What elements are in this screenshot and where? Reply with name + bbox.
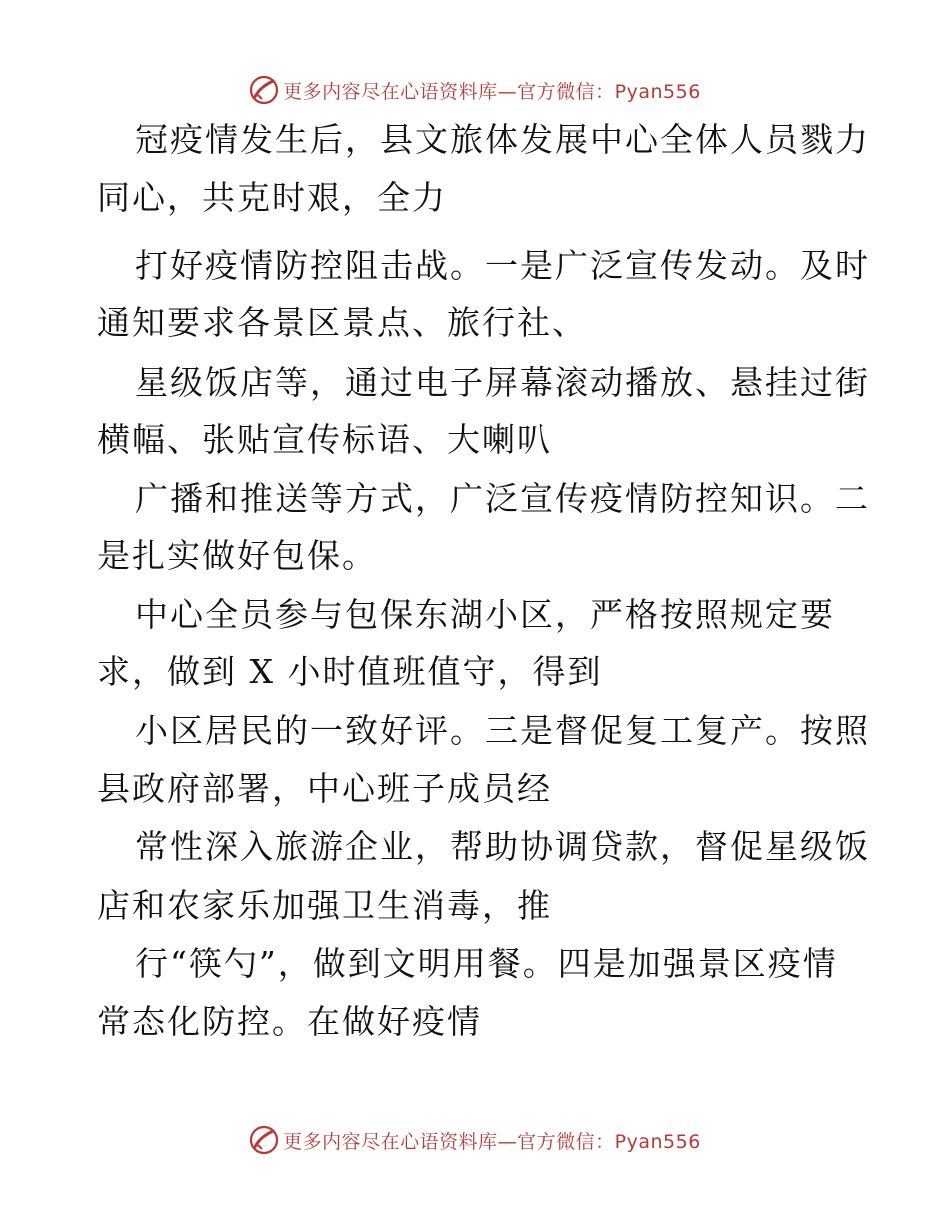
footer-banner-text: 更多内容尽在心语资料库—官方微信：Pyan556: [283, 1130, 701, 1153]
text-line: 广播和推送等方式，广泛宣传疫情防控知识。二: [135, 479, 870, 518]
text-line: 是扎实做好包保。: [97, 536, 377, 575]
text-line: 常态化防控。在做好疫情: [97, 1002, 482, 1041]
text-line: 常性深入旅游企业，帮助协调贷款，督促星级饭: [135, 827, 870, 866]
text-line: 县政府部署，中心班子成员经: [97, 769, 552, 808]
header-banner-text: 更多内容尽在心语资料库—官方微信：Pyan556: [283, 80, 701, 103]
text-line: 小区居民的一致好评。三是督促复工复产。按照: [135, 711, 870, 750]
text-line: 店和农家乐加强卫生消毒，推: [97, 886, 552, 925]
text-line: 冠疫情发生后，县文旅体发展中心全体人员戮力: [135, 120, 870, 159]
text-line: 横幅、张贴宣传标语、大喇叭: [97, 420, 552, 459]
header-banner: [0, 70, 950, 110]
text-line: 行“筷勺”，做到文明用餐。四是加强景区疫情: [135, 944, 838, 983]
text-line: 求，做到 X 小时值班值守，得到: [97, 652, 603, 691]
text-line: 同心，共克时艰，全力: [97, 178, 447, 217]
text-line: 通知要求各景区景点、旅行社、: [97, 303, 587, 342]
footer-banner: [0, 1120, 950, 1160]
brush-logo-icon: [249, 1125, 279, 1155]
text-line: 星级饭店等，通过电子屏幕滚动播放、悬挂过街: [135, 363, 870, 402]
text-line: 中心全员参与包保东湖小区，严格按照规定要: [135, 595, 835, 634]
brush-logo-icon: [249, 75, 279, 105]
text-line: 打好疫情防控阻击战。一是广泛宣传发动。及时: [135, 246, 870, 285]
